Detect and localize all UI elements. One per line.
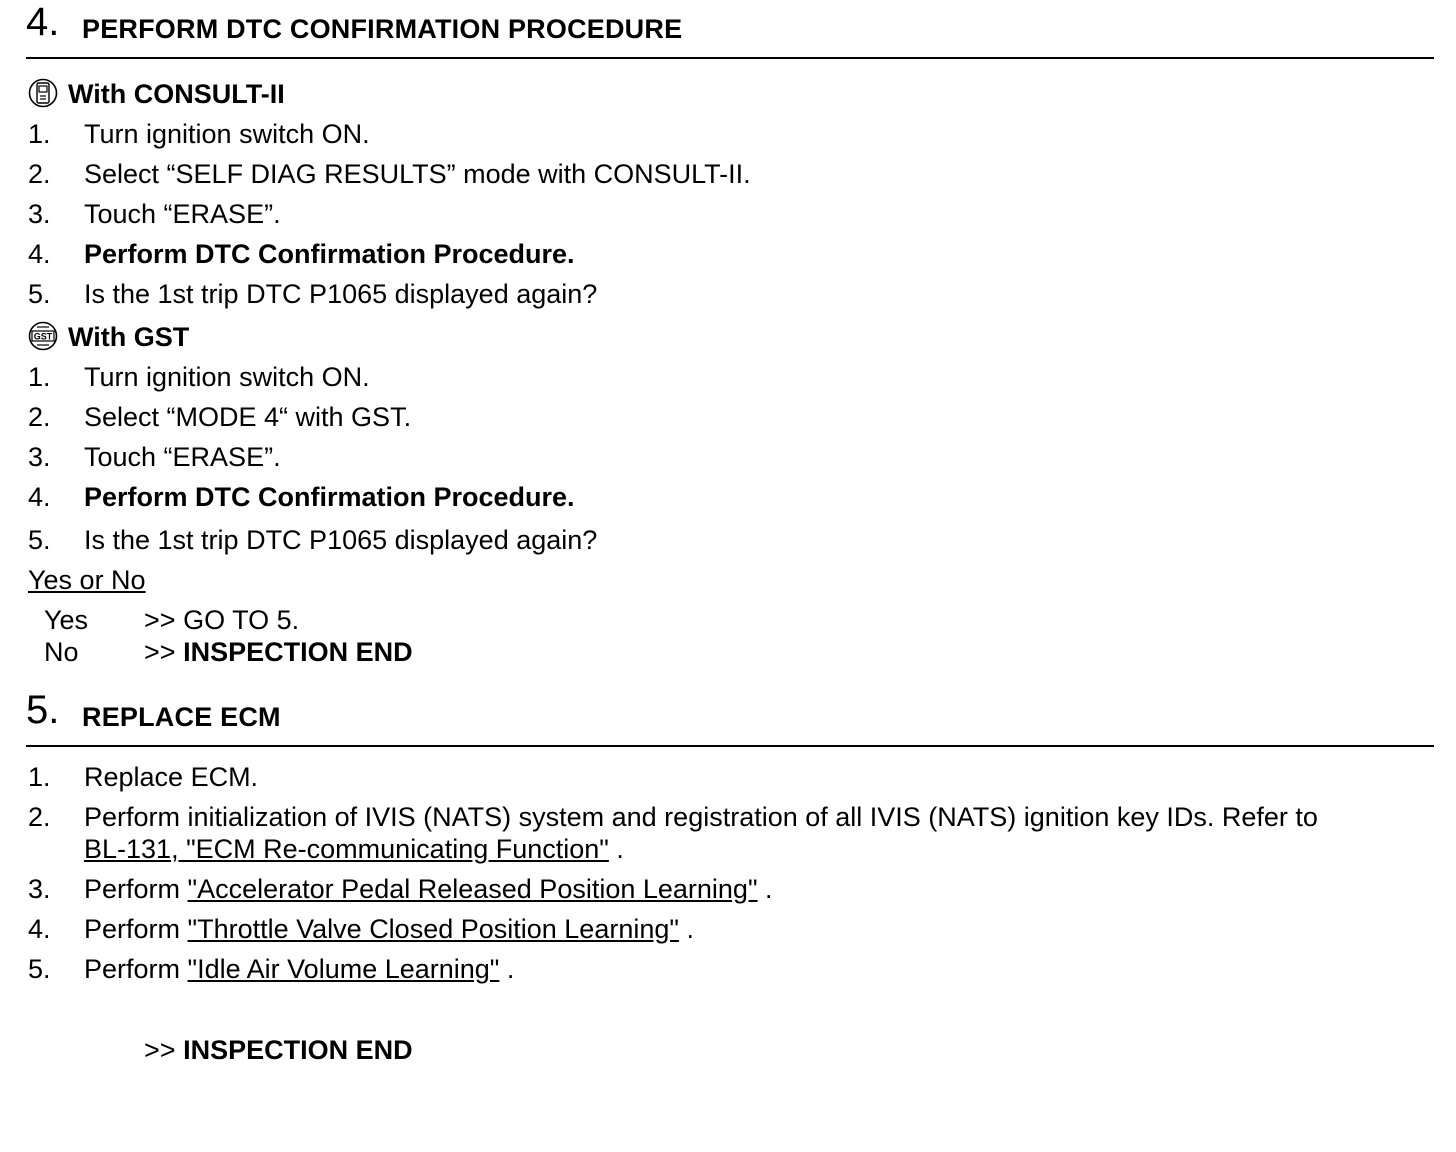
consult-heading-label: With CONSULT-II (68, 79, 285, 109)
step-5-divider (26, 745, 1434, 747)
final-inspection-end: >> INSPECTION END (144, 1035, 413, 1065)
consult-ii-icon (28, 78, 58, 108)
step-5-title: REPLACE ECM (82, 702, 281, 732)
throttle-valve-learning-link[interactable]: "Throttle Valve Closed Position Learning" (187, 914, 679, 944)
consult-heading (28, 78, 285, 110)
gst-icon (28, 321, 58, 351)
step-4-title: PERFORM DTC CONFIRMATION PROCEDURE (82, 14, 683, 44)
gst-heading (28, 321, 189, 353)
yes-key: Yes (44, 605, 89, 635)
gst-heading-label: With GST (68, 322, 190, 352)
step-4-number: 4. (26, 0, 60, 44)
service-manual-page: 4. PERFORM DTC CONFIRMATION PROCEDURE With CONSULT-II 1. Turn ignition switch ON. 2. Select “SELF DIAG RESULTS” mode with CONSULT-II. 3. Touch “ERASE”. 4. Perform DTC Confirmation Procedure. 5. Is the 1st trip DTC P1065 displayed again? GST With GST 1. Turn ignition switch ON. 2. Select “MODE 4“ with GST. 3. Touch “ERASE”. 4. Perform DTC Confirmation Procedure. 5. Is the 1st trip DTC P1065 displayed again? Yes or No Yes >> GO TO 5. No >> INSPECTION END 5. REPLACE ECM 1. Replace ECM. 2. Perform initialization of IVIS (NATS) system and registration of all IVIS (NATS) ignition key IDs. Refer to BL-131, "ECM Re-communicating Function" . 3. Perform "Accelerator Pedal Released Position Learning" . 4. Perform "Throttle Valve Closed Position Learning" . 5. Perform "Idle Air Volume Learning" . >> INSPECTION END (0, 0, 1456, 1152)
step-4-divider (26, 57, 1434, 59)
step-4-header (26, 0, 1434, 44)
step-5-header (26, 688, 1434, 732)
idle-air-volume-learning-link[interactable]: "Idle Air Volume Learning" (187, 954, 500, 984)
yes-or-no-label: Yes or No (28, 565, 146, 595)
accelerator-pedal-learning-link[interactable]: "Accelerator Pedal Released Position Learning" (187, 874, 758, 904)
step-5-number: 5. (26, 688, 60, 732)
ecm-recommunicating-link[interactable]: BL-131, "ECM Re-communicating Function" (84, 834, 609, 864)
yes-action: >> GO TO 5. (144, 605, 300, 635)
no-action: >> INSPECTION END (144, 637, 413, 667)
no-key: No (44, 637, 79, 667)
svg-text:GST: GST (33, 331, 53, 342)
